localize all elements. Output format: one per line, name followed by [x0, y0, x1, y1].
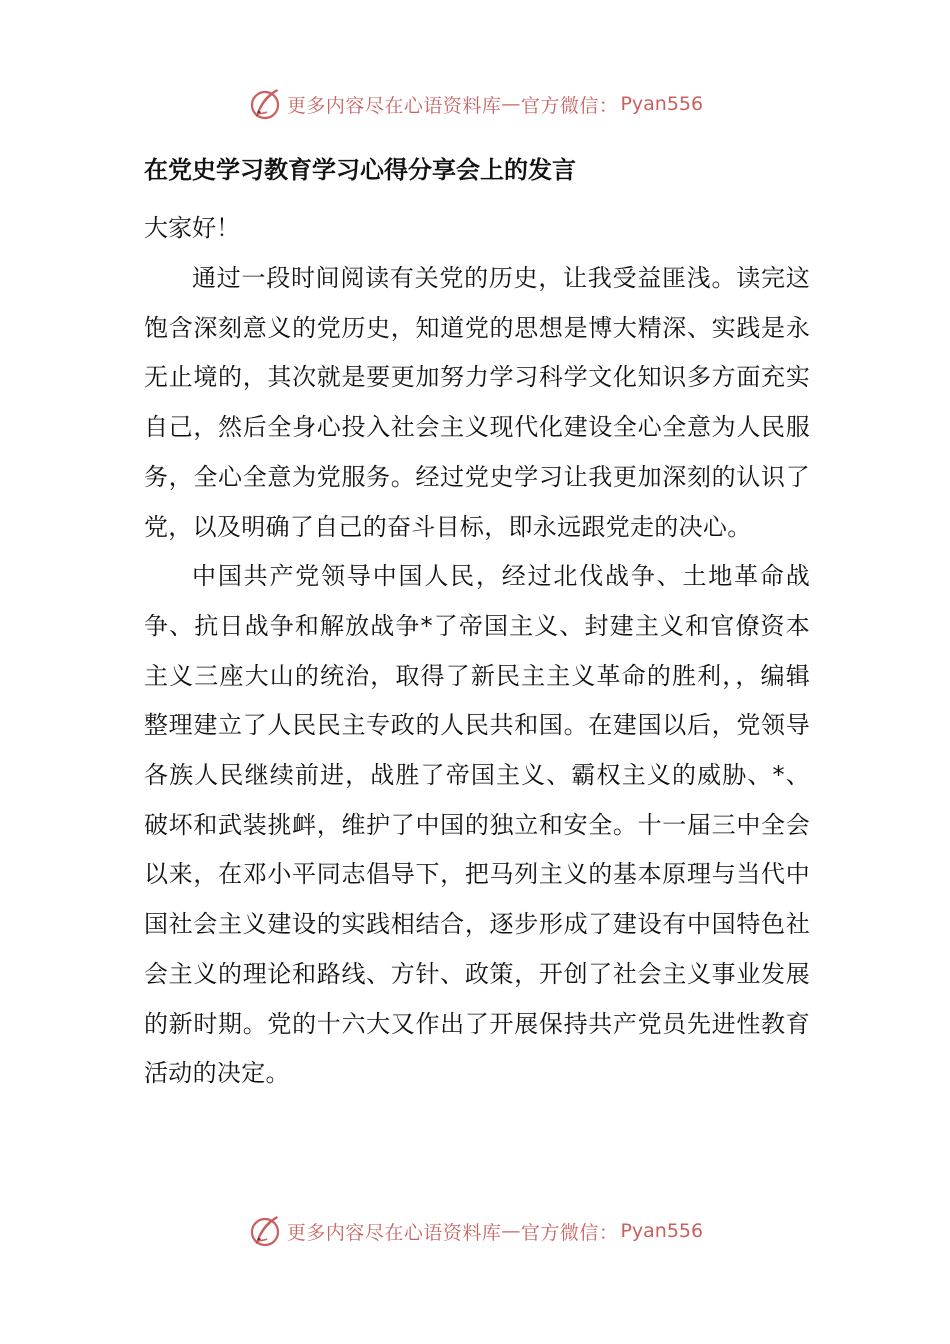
greeting: 大家好！	[144, 214, 240, 242]
header-banner-content	[247, 84, 703, 124]
header-banner	[0, 84, 950, 124]
document-title: 在党史学习教育学习心得分享会上的发言	[144, 156, 576, 184]
quill-pen-icon	[247, 1213, 283, 1249]
banner-label: 官方微信：	[520, 94, 619, 117]
banner-separator: —	[501, 1220, 521, 1242]
quill-pen-icon	[247, 86, 283, 122]
banner-text: 更多内容尽在心语资料库	[286, 94, 502, 117]
document-body	[144, 148, 810, 1099]
paragraph-2: 中国共产党领导中国人民，经过北伐战争、土地革命战争、抗日战争和解放战争*了帝国主义、封建主义和官僚资本主义三座大山的统治，取得了新民主主义革命的胜利，，编辑整理建立了人民民主专政的人民共和国。在建国以后，党领导各族人民继续前进，战胜了帝国主义、霸权主义的威胁、*、破坏和武装挑衅，维护了中国的独立和安全。十一届三中全会以来，在邓小平同志倡导下，把马列主义的基本原理与当代中国社会主义建设的实践相结合，逐步形成了建设有中国特色社会主义的理论和路线、方针、政策，开创了社会主义事业发展的新时期。党的十六大又作出了开展保持共产党员先进性教育活动的决定。	[144, 562, 810, 1088]
banner-separator: —	[501, 93, 521, 115]
banner-handle: Pyan556	[620, 93, 704, 115]
footer-banner-content	[247, 1211, 703, 1251]
banner-text: 更多内容尽在心语资料库	[286, 1221, 502, 1244]
paragraph-1: 通过一段时间阅读有关党的历史，让我受益匪浅。读完这饱含深刻意义的党历史，知道党的思想是博大精深、实践是永无止境的，其次就是要更加努力学习科学文化知识多方面充实自己，然后全身心投入社会主义现代化建设全心全意为人民服务，全心全意为党服务。经过党史学习让我更加深刻的认识了党，以及明确了自己的奋斗目标，即永远跟党走的决心。	[144, 264, 810, 541]
banner-handle: Pyan556	[620, 1220, 704, 1242]
footer-banner	[0, 1211, 950, 1251]
banner-label: 官方微信：	[520, 1221, 619, 1244]
